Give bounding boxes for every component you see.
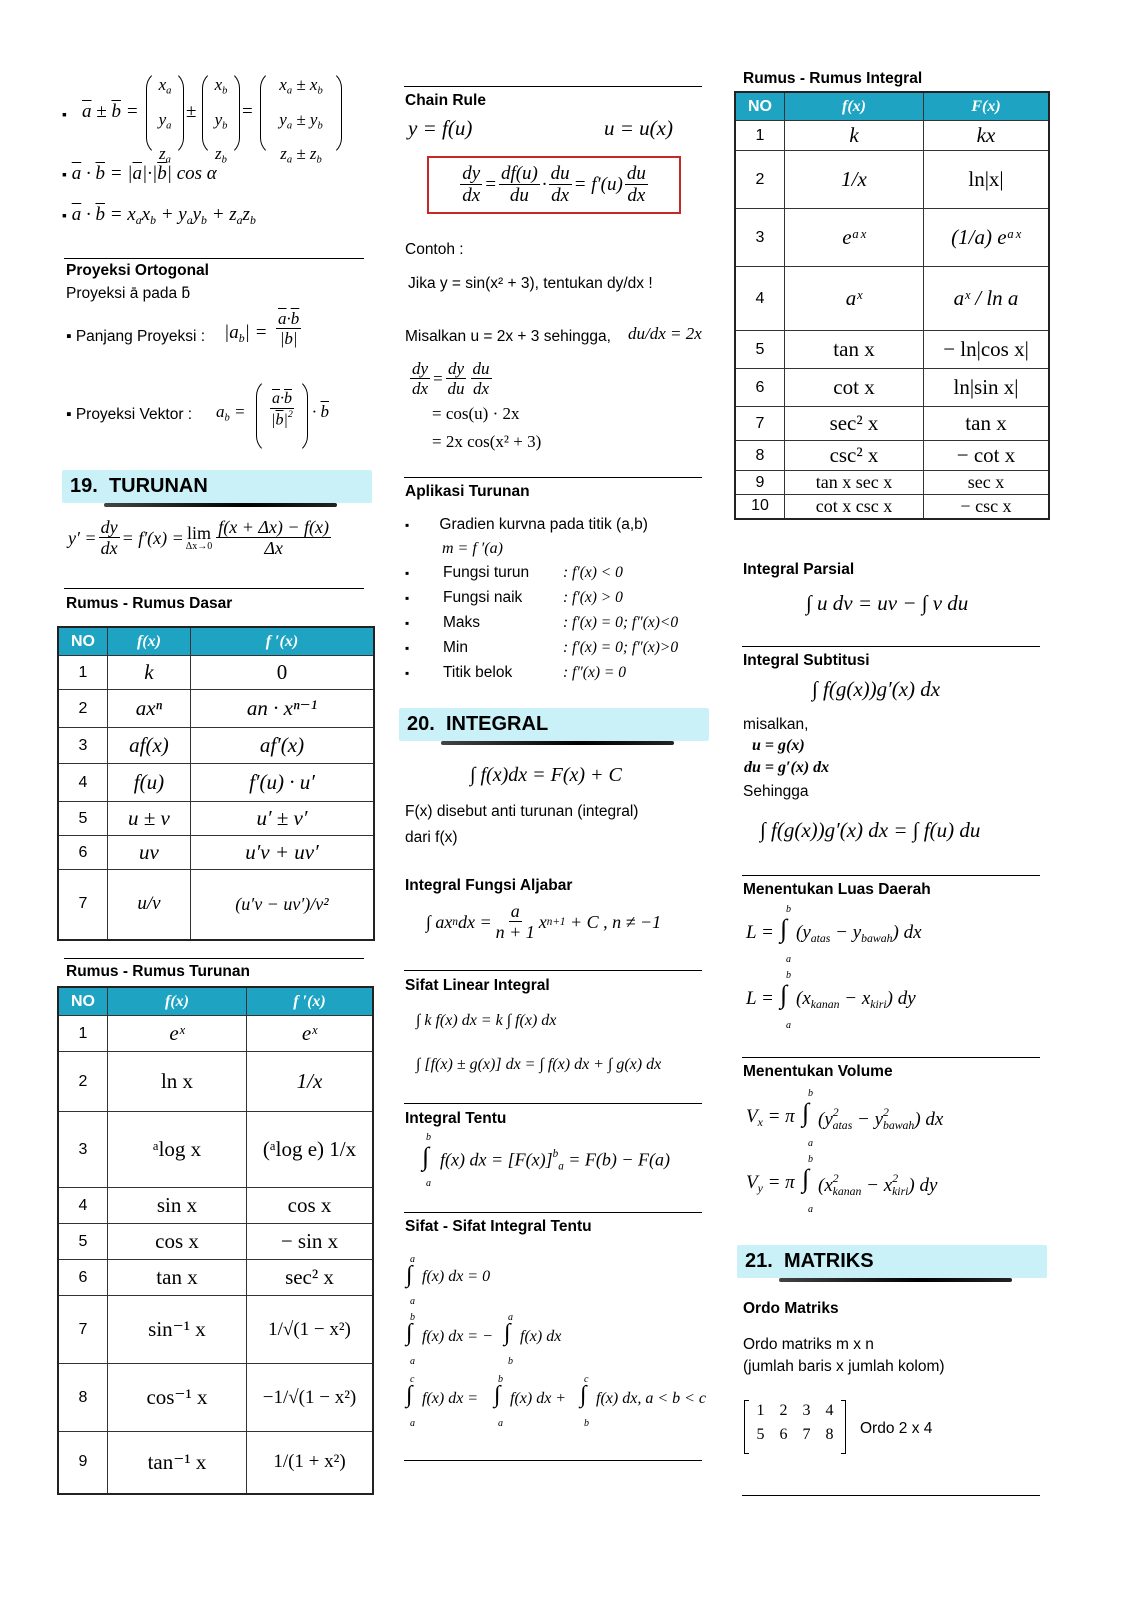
cell-fx: f(u) (108, 764, 191, 802)
cell-fx: uv (108, 836, 191, 870)
row-no: 6 (735, 369, 785, 407)
proyeksi-subtitle: Proyeksi ā pada ƃ (66, 285, 191, 302)
cell-fprime: f′(u) · u′ (190, 764, 374, 802)
cell-fx: tan x (785, 331, 924, 369)
table-header-row (735, 92, 1049, 121)
row-no: 7 (58, 1296, 108, 1364)
linear-formula-2: ∫ [f(x) ± g(x)] dx = ∫ f(x) dx + ∫ g(x) dx (416, 1056, 662, 1073)
cell-fx: axⁿ (108, 690, 191, 728)
table-header-row (58, 987, 373, 1016)
cell-fx: eˣ (108, 1016, 247, 1052)
cell-fx: k (785, 121, 924, 151)
list-item: ▪ Fungsi naik : f′(x) > 0 (405, 589, 623, 606)
row-no: 6 (58, 1260, 108, 1296)
cell-fprime: eˣ (247, 1016, 374, 1052)
row-no: 2 (58, 690, 108, 728)
cell-fx: 1/x (785, 151, 924, 209)
parsial-formula: ∫ u dv = uv − ∫ v du (806, 591, 969, 615)
row-no: 4 (735, 267, 785, 331)
item-label: Fungsi naik (443, 589, 523, 606)
cell-fx: ln x (108, 1052, 247, 1112)
ordo-label: Ordo 2 x 4 (860, 1420, 933, 1437)
row-no: 6 (58, 836, 108, 870)
vector-sum-formula: ▪ $\overline{a} \pm \overline{b}$ = $x_a$ $y_a$ $z_a$ ± $x_b$ $y_b$ $z_b$ = $x_a \pm x_b$ $y_a \pm y_b$ $z_a \pm z_b$ (62, 68, 362, 158)
table-row (735, 441, 1049, 471)
divider (64, 958, 364, 959)
table-header-row (58, 627, 374, 656)
matrix-cell: 3 (802, 1402, 811, 1419)
row-no: 1 (735, 121, 785, 151)
table-row (58, 764, 374, 802)
aplikasi-title: Aplikasi Turunan (405, 483, 530, 500)
table-row (58, 1052, 373, 1112)
section-21-title: MATRIKS (783, 1250, 874, 1272)
item-cond: : f′(x) < 0 (563, 564, 623, 581)
matrix-cell: 6 (779, 1426, 788, 1443)
table-row (58, 728, 374, 764)
divider (742, 646, 1040, 647)
cell-fx: k (108, 656, 191, 690)
divider (742, 1495, 1040, 1496)
subtitusi-formula: ∫ f(g(x))g′(x) dx (812, 677, 941, 701)
table-row (735, 369, 1049, 407)
sehingga-label: Sehingga (743, 783, 809, 800)
cell-Fx: ln|sin x| (924, 369, 1050, 407)
row-no: 3 (58, 728, 108, 764)
rumus-turunan-table (57, 986, 374, 1495)
volume-formula-x: $V_x = \pi$ b ∫ a $(y^2_{atas} - y^2_{bawah})$ dx (746, 1088, 944, 1149)
tentu-formula: b ∫ a f(x) dx = $[F(x)]^b_a = F(b) - F(a)$ (422, 1132, 671, 1189)
cell-fprime: 1/x (247, 1052, 374, 1112)
chain-title: Chain Rule (405, 92, 486, 109)
misalkan-line: Misalkan u = 2x + 3 sehingga, (405, 328, 611, 345)
list-item: ▪ Fungsi turun : f′(x) < 0 (405, 564, 623, 581)
cell-Fx: (1/a) eᵃˣ (924, 209, 1050, 267)
linear-title: Sifat Linear Integral (405, 977, 550, 994)
cell-fprime: cos x (247, 1188, 374, 1224)
cell-fx: sec² x (785, 407, 924, 441)
row-no: 9 (58, 1432, 108, 1494)
cell-fx: ᵃlog x (108, 1112, 247, 1188)
cell-fx: sin⁻¹ x (108, 1296, 247, 1364)
cell-fx: af(x) (108, 728, 191, 764)
cell-fprime: sec² x (247, 1260, 374, 1296)
cell-Fx: ln|x| (924, 151, 1050, 209)
table-row (735, 267, 1049, 331)
gradien-item: ▪ Gradien kurvna pada titik (a,b) (405, 516, 648, 533)
chain-step3: = 2x cos(x² + 3) (432, 432, 542, 451)
cell-Fx: − ln|cos x| (924, 331, 1050, 369)
row-no: 10 (735, 495, 785, 519)
cell-fprime: 1/√(1 − x²) (247, 1296, 374, 1364)
table-row (735, 121, 1049, 151)
divider (742, 875, 1040, 876)
aplikasi-list (405, 564, 705, 689)
divider (404, 86, 702, 87)
table-row (58, 1260, 373, 1296)
matrix-cell: 2 (779, 1402, 788, 1419)
matrix-cell: 1 (756, 1402, 765, 1419)
luas-formula-1: L = b ∫ a $(y_{atas} - y_{bawah})$ dx (746, 904, 922, 965)
chain-step2: = cos(u) · 2x (432, 404, 520, 423)
panjang-label: Panjang Proyeksi : (75, 328, 206, 345)
cell-fx: cot x csc x (785, 495, 924, 519)
table-row (58, 870, 374, 940)
table-row (58, 1432, 373, 1494)
row-no: 1 (58, 1016, 108, 1052)
luas-formula-2: L = b ∫ a $(x_{kanan} - x_{kiri})$ dy (746, 970, 916, 1031)
row-no: 4 (58, 764, 108, 802)
parsial-title: Integral Parsial (743, 561, 855, 578)
section-19-number: 19. (70, 475, 98, 497)
row-no: 8 (735, 441, 785, 471)
row-no: 3 (58, 1112, 108, 1188)
anti-turunan-line1: F(x) disebut anti turunan (integral) (405, 803, 639, 820)
luas-title: Menentukan Luas Daerah (743, 881, 931, 898)
list-item: ▪ Min : f′(x) = 0; f″(x)>0 (405, 639, 679, 656)
integral-definition: ∫ f(x)dx = F(x) + C (470, 764, 622, 786)
cell-Fx: aˣ / ln a (924, 267, 1050, 331)
matrix-cell: 4 (825, 1402, 834, 1419)
cell-fx: cos x (108, 1224, 247, 1260)
cell-fx: tan x sec x (785, 471, 924, 495)
cell-fx: csc² x (785, 441, 924, 471)
table-row (58, 1296, 373, 1364)
cell-fx: aˣ (785, 267, 924, 331)
row-no: 5 (58, 1224, 108, 1260)
header-Fx: F(x) (924, 92, 1050, 121)
cell-fprime: (u′v − uv′)/v² (190, 870, 374, 940)
divider (404, 1103, 702, 1104)
rumus-integral-table (734, 91, 1050, 520)
divider (64, 258, 364, 259)
chain-rule-box: $\frac{dy}{dx}$ = $\frac{df(u)}{du}$ · $\frac{du}{dx}$ = f′(u) $\frac{du}{dx}$ (427, 156, 681, 214)
table-row (735, 407, 1049, 441)
cell-fprime: 1/(1 + x²) (247, 1432, 374, 1494)
item-label: Min (443, 639, 468, 656)
matrix-cell: 8 (825, 1426, 834, 1443)
integral-table-title: Rumus - Rumus Integral (743, 70, 923, 87)
cell-fx: cot x (785, 369, 924, 407)
sifat-title: Sifat - Sifat Integral Tentu (405, 1218, 592, 1235)
cell-fx: cos⁻¹ x (108, 1364, 247, 1432)
header-fx: f(x) (785, 92, 924, 121)
section-19-title: TURUNAN (108, 475, 208, 497)
subtitusi-title: Integral Subtitusi (743, 652, 870, 669)
anti-turunan-line2: dari f(x) (405, 829, 458, 846)
item-cond: : f′(x) = 0; f″(x)<0 (563, 614, 679, 631)
gradien-label: Gradien kurvna pada titik (a,b) (439, 516, 648, 533)
panjang-proyeksi: ▪ Panjang Proyeksi : $|a_b|$ = $\frac{\overline{a}\cdot\overline{b}}{|\overline{b}|}$ (66, 309, 300, 348)
table-row (58, 1016, 373, 1052)
table-row (58, 836, 374, 870)
cell-Fx: sec x (924, 471, 1050, 495)
table-row (58, 1224, 373, 1260)
row-no: 4 (58, 1188, 108, 1224)
linear-formula-1: ∫ k f(x) dx = k ∫ f(x) dx (416, 1012, 557, 1029)
table-row (735, 151, 1049, 209)
gradien-formula: m = f ′(a) (442, 540, 503, 557)
u-equation: u = g(x) (752, 737, 805, 754)
proyeksi-vektor: ▪ Proyeksi Vektor : $a_b$ = $\frac{\overline{a}\cdot\overline{b}}{|\overline{b}|^2}$ · $\overline{b}$ (66, 376, 366, 454)
cell-fx: u ± v (108, 802, 191, 836)
aljabar-cond: , n ≠ −1 (603, 911, 662, 932)
header-no: NO (735, 92, 785, 121)
row-no: 2 (58, 1052, 108, 1112)
row-no: 5 (735, 331, 785, 369)
tentu-title: Integral Tentu (405, 1110, 507, 1127)
row-no: 3 (735, 209, 785, 267)
contoh-question: Jika y = sin(x² + 3), tentukan dy/dx ! (408, 275, 653, 292)
row-no: 1 (58, 656, 108, 690)
misalkan-label: misalkan, (743, 716, 809, 733)
table-row (58, 1188, 373, 1224)
rumus-dasar-table (57, 626, 375, 941)
vektor-label: Proyeksi Vektor : (75, 406, 193, 423)
cell-fprime: − sin x (247, 1224, 374, 1260)
row-no: 7 (58, 870, 108, 940)
table-row (58, 1112, 373, 1188)
cell-fprime: 0 (190, 656, 374, 690)
section-21-number: 21. (745, 1250, 773, 1272)
cell-fx: u/v (108, 870, 191, 940)
ordo-title: Ordo Matriks (743, 1300, 839, 1317)
aljabar-title: Integral Fungsi Aljabar (405, 877, 573, 894)
section-20-number: 20. (407, 713, 435, 735)
cell-fprime: u′v + uv′ (190, 836, 374, 870)
turunan-title: Rumus - Rumus Turunan (66, 963, 250, 980)
row-no: 5 (58, 802, 108, 836)
volume-formula-y: $V_y = \pi$ b ∫ a $(x^2_{kanan} - x^2_{kiri})$ dy (746, 1154, 938, 1215)
table-row (735, 471, 1049, 495)
item-cond: : f′(x) = 0; f″(x)>0 (563, 639, 679, 656)
row-no: 8 (58, 1364, 108, 1432)
cell-fx: tan⁻¹ x (108, 1432, 247, 1494)
volume-title: Menentukan Volume (743, 1063, 893, 1080)
sifat-formula-2: b ∫ a f(x) dx = − a ∫ b f(x) dx (406, 1312, 562, 1367)
section-20-banner (399, 708, 709, 741)
ordo-line1: Ordo matriks m x n (743, 1336, 874, 1353)
proyeksi-title: Proyeksi Ortogonal (66, 262, 209, 279)
row-no: 9 (735, 471, 785, 495)
list-item: ▪ Titik belok : f″(x) = 0 (405, 664, 626, 681)
cell-Fx: − cot x (924, 441, 1050, 471)
example-matrix (744, 1400, 846, 1454)
chain-y-def: y = f(u) (408, 116, 473, 140)
dasar-title: Rumus - Rumus Dasar (66, 595, 233, 612)
cell-fprime: (ᵃlog e) 1/x (247, 1112, 374, 1188)
cell-fprime: u′ ± v′ (190, 802, 374, 836)
divider (404, 970, 702, 971)
item-label: Maks (443, 614, 481, 631)
item-label: Fungsi turun (443, 564, 530, 581)
item-cond: : f′(x) > 0 (563, 589, 623, 606)
divider (404, 477, 702, 478)
header-fx: f(x) (108, 987, 247, 1016)
table-row (735, 331, 1049, 369)
section-20-title: INTEGRAL (445, 713, 549, 735)
matrix-cell: 5 (756, 1426, 765, 1443)
header-fprime: f ′(x) (247, 987, 374, 1016)
table-row (58, 1364, 373, 1432)
chain-step1: $\frac{dy}{dx}$ = $\frac{dy}{du}$ $\frac{du}{dx}$ (412, 359, 490, 398)
table-row (58, 690, 374, 728)
item-label: Titik belok (443, 664, 513, 681)
header-fx: f(x) (108, 627, 191, 656)
section-21-banner (737, 1245, 1047, 1278)
header-fprime: f ′(x) (190, 627, 374, 656)
item-cond: : f″(x) = 0 (563, 664, 626, 681)
divider (64, 588, 364, 589)
table-row (58, 656, 374, 690)
subtitusi-result: ∫ f(g(x))g′(x) dx = ∫ f(u) du (760, 818, 981, 842)
cell-Fx: − csc x (924, 495, 1050, 519)
sifat-formula-1: a ∫ a f(x) dx = 0 (406, 1254, 491, 1307)
ordo-line2: (jumlah baris x jumlah kolom) (743, 1358, 945, 1375)
header-no: NO (58, 627, 108, 656)
sifat-cond: , a < b < c (637, 1390, 707, 1407)
row-no: 7 (735, 407, 785, 441)
table-row (58, 802, 374, 836)
list-item: ▪ Maks : f′(x) = 0; f″(x)<0 (405, 614, 679, 631)
cell-Fx: tan x (924, 407, 1050, 441)
cell-fprime: −1/√(1 − x²) (247, 1364, 374, 1432)
contoh-label: Contoh : (405, 241, 464, 258)
section-19-banner (62, 470, 372, 503)
dot-product-components: ▪ $\overline{a} \cdot \overline{b} = x_ax_b + y_ay_b + z_az_b$ (62, 204, 256, 228)
cell-fx: sin x (108, 1188, 247, 1224)
chain-u-def: u = u(x) (604, 116, 673, 140)
divider (404, 1212, 702, 1213)
divider (404, 1460, 702, 1461)
cell-Fx: kx (924, 121, 1050, 151)
dot-product-cos: ▪ $\overline{a} \cdot \overline{b} = |\overline{a}|\cdot|\overline{b}|$ cos α (62, 163, 217, 184)
du-equation: du = g′(x) dx (744, 759, 830, 776)
sifat-formula-3: c ∫ a f(x) dx = b ∫ a f(x) dx + c ∫ b f(x) dx, a < b < c (406, 1374, 707, 1429)
du-dx-value: du/dx = 2x (628, 324, 702, 343)
matrix-cell: 7 (802, 1426, 811, 1443)
cell-fx: tan x (108, 1260, 247, 1296)
table-row (735, 495, 1049, 519)
cell-fprime: an · xⁿ⁻¹ (190, 690, 374, 728)
aljabar-formula: ∫ ax n dx = $\frac{a}{n + 1}$ x n+1 + C , n ≠ −1 (426, 901, 662, 942)
table-row (735, 209, 1049, 267)
cell-fprime: af′(x) (190, 728, 374, 764)
cell-fx: eᵃˣ (785, 209, 924, 267)
divider (742, 1057, 1040, 1058)
limit-formula: y′ = $\frac{dy}{dx}$ = f′(x) = lim Δx→0 $\frac{f(x + \Delta x) - f(x)}{\Delta x}$ (68, 517, 330, 558)
header-no: NO (58, 987, 108, 1016)
row-no: 2 (735, 151, 785, 209)
